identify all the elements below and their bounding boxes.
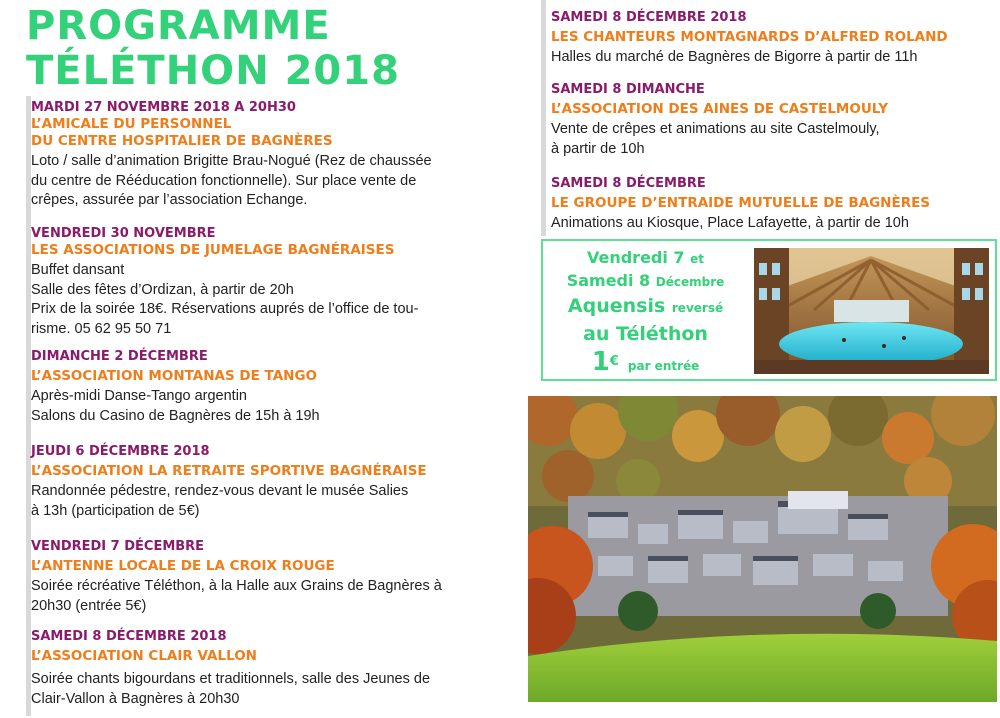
event-date: VENDREDI 30 NOVEMBRE [31, 226, 216, 241]
event-organizer: LES ASSOCIATIONS DE JUMELAGE BAGNÉRAISES [31, 242, 395, 258]
event-organizer: LES CHANTEURS MONTAGNARDS D’ALFRED ROLAND [551, 29, 948, 45]
event-organizer: DU CENTRE HOSPITALIER DE BAGNÈRES [31, 133, 333, 149]
spa-pool-photo [754, 248, 989, 374]
event-description: Halles du marché de Bagnères de Bigorre à partir de 11h [551, 49, 918, 65]
event-date: DIMANCHE 2 DÉCEMBRE [31, 349, 208, 364]
event-date: MARDI 27 NOVEMBRE 2018 A 20H30 [31, 100, 296, 115]
event-date: SAMEDI 8 DÉCEMBRE [551, 176, 706, 191]
event-organizer: L’ASSOCIATION LA RETRAITE SPORTIVE BAGNÉRAISE [31, 463, 427, 479]
promo-text [543, 247, 748, 381]
bagneres-landscape-photo [528, 396, 997, 702]
event-item [31, 100, 432, 211]
page-title [26, 4, 400, 94]
event-description: Randonnée pédestre, rendez-vous devant le musée Salies à 13h (participation de 5€) [31, 483, 409, 519]
event-organizer: L’ANTENNE LOCALE DE LA CROIX ROUGE [31, 558, 335, 574]
promo-venue: Aquensis [567, 295, 666, 317]
event-description: Après-midi Danse-Tango argentin Salons du Casino de Bagnères de 15h à 19h [31, 388, 320, 424]
event-description: Soirée récréative Téléthon, à la Halle aux Grains de Bagnères à 20h30 (entrée 5€) [31, 578, 442, 614]
title-line-2: TÉLÉTHON 2018 [26, 48, 400, 94]
event-item [551, 82, 888, 159]
event-description: Loto / salle d’animation Brigitte Brau-Nogué (Rez de chaussée du centre de Rééducation fonctionnelle). Sur place vente de crêpes, assurée par l’association Echange. [31, 153, 432, 208]
event-organizer: L’ASSOCIATION CLAIR VALLON [31, 648, 257, 664]
event-organizer: L’ASSOCIATION MONTANAS DE TANGO [31, 368, 318, 384]
promo-per: par entrée [627, 359, 700, 373]
promo-day1: Vendredi 7 [586, 248, 685, 267]
promo-to: au Téléthon [583, 323, 708, 345]
aquensis-promo-box [541, 239, 997, 381]
promo-amount: 1 [591, 347, 610, 377]
event-date: SAMEDI 8 DÉCEMBRE 2018 [31, 629, 227, 644]
promo-et: et [690, 252, 705, 266]
event-date: SAMEDI 8 DIMANCHE [551, 82, 705, 97]
event-item [31, 444, 427, 521]
title-line-1: PROGRAMME [26, 3, 331, 49]
right-column [541, 0, 1000, 236]
event-description: Vente de crêpes et animations au site Castelmouly, à partir de 10h [551, 121, 880, 157]
promo-currency: € [609, 354, 619, 369]
event-organizer: L’AMICALE DU PERSONNEL [31, 116, 232, 132]
event-item [31, 539, 442, 616]
event-item [31, 226, 418, 339]
event-date: SAMEDI 8 DÉCEMBRE 2018 [551, 10, 747, 25]
event-item [31, 629, 430, 709]
event-item [31, 349, 320, 426]
event-organizer: L’ASSOCIATION DES AINES DE CASTELMOULY [551, 101, 889, 117]
promo-day2: Samedi 8 [566, 271, 651, 290]
event-description: Buffet dansant Salle des fêtes d’Ordizan, à partir de 20h Prix de la soirée 18€. Réservations auprés de l’office de tou- risme. 05 62 95 50 71 [31, 262, 419, 337]
promo-month: Décembre [655, 275, 725, 289]
event-item [551, 176, 930, 234]
event-date: JEUDI 6 DÉCEMBRE 2018 [31, 444, 210, 459]
event-organizer: LE GROUPE D’ENTRAIDE MUTUELLE DE BAGNÈRES [551, 195, 931, 211]
event-description: Animations au Kiosque, Place Lafayette, à partir de 10h [551, 215, 909, 231]
event-description: Soirée chants bigourdans et traditionnels, salle des Jeunes de Clair-Vallon à Bagnères à 20h30 [31, 671, 431, 707]
event-item [551, 10, 948, 68]
promo-reverse: reversé [671, 301, 724, 315]
event-date: VENDREDI 7 DÉCEMBRE [31, 539, 205, 554]
left-column [26, 96, 504, 716]
